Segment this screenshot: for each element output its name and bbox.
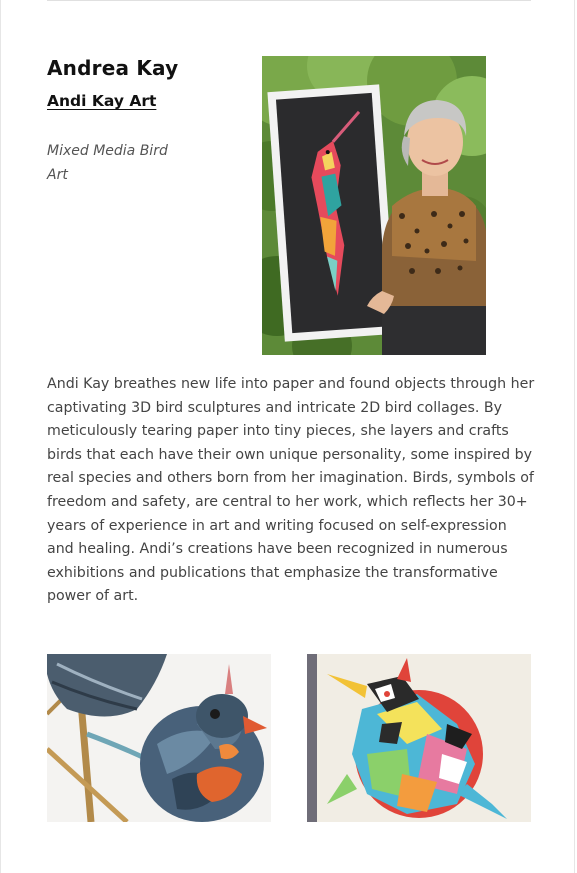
artist-medium: Mixed Media Bird Art [47, 143, 168, 183]
artist-name: Andrea Kay [47, 56, 179, 80]
artist-website-link[interactable]: Andi Kay Art [47, 92, 157, 110]
collage-bird-image [307, 654, 531, 822]
artist-portrait-image [262, 56, 486, 355]
artist-bio: Andi Kay breathes new life into paper and found objects through her captivating 3D bird sculptures and intricate 2D bird collages. By meticulously tearing paper into tiny pieces, she layers and crafts birds that each have their own unique personality, some inspired by real species and others born from her imagination. Birds, symbols of freedom and safety, are central to her work, which reflects her 30+ years of experience in art and writing focused on self-expression and healing. Andi’s creations have been recognized in numerous exhibitions and publications that emphasize the transformative power of art. [47, 376, 535, 605]
sculpture-bird-image [47, 654, 271, 822]
top-divider [47, 0, 531, 1]
